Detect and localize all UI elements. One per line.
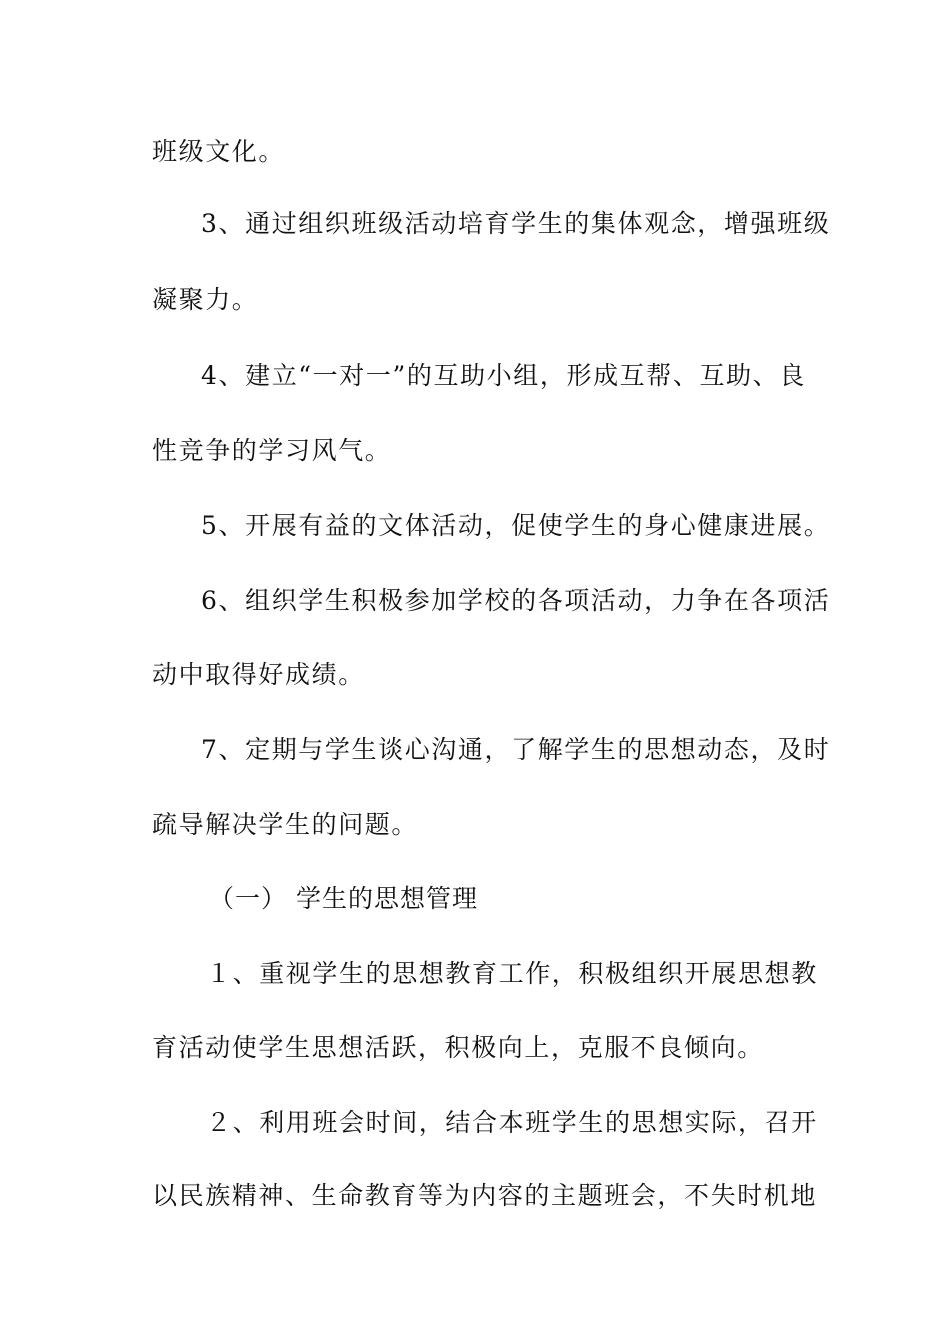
text-line-13: 育活动使学生思想活跃，积极向上，克服不良倾向。 [152,1033,764,1062]
text-line-15: 以民族精神、生命教育等为内容的主题班会，不失时机地 [152,1181,818,1210]
text-line-12: １、重视学生的思想教育工作，积极组织开展思想教 [206,959,818,988]
text-line-1: 班级文化。 [152,137,286,166]
text-line-3: 凝聚力。 [152,285,259,314]
text-line-14: ２、利用班会时间，结合本班学生的思想实际，召开 [206,1108,818,1137]
text-line-8: 动中取得好成绩。 [152,660,365,689]
text-line-10: 疏导解决学生的问题。 [152,810,419,839]
text-line-2: 3、通过组织班级活动培育学生的集体观念，增强班级 [201,209,831,238]
text-line-4: 4、建立“一对一”的互助小组，形成互帮、互助、良 [201,361,806,390]
section-heading: （一） 学生的思想管理 [209,884,478,913]
text-line-5: 性竞争的学习风气。 [152,436,392,465]
text-line-7: 6、组织学生积极参加学校的各项活动，力争在各项活 [201,586,831,615]
text-line-9: 7、定期与学生谈心沟通，了解学生的思想动态，及时 [201,735,831,764]
text-line-6: 5、开展有益的文体活动，促使学生的身心健康进展。 [201,511,831,540]
